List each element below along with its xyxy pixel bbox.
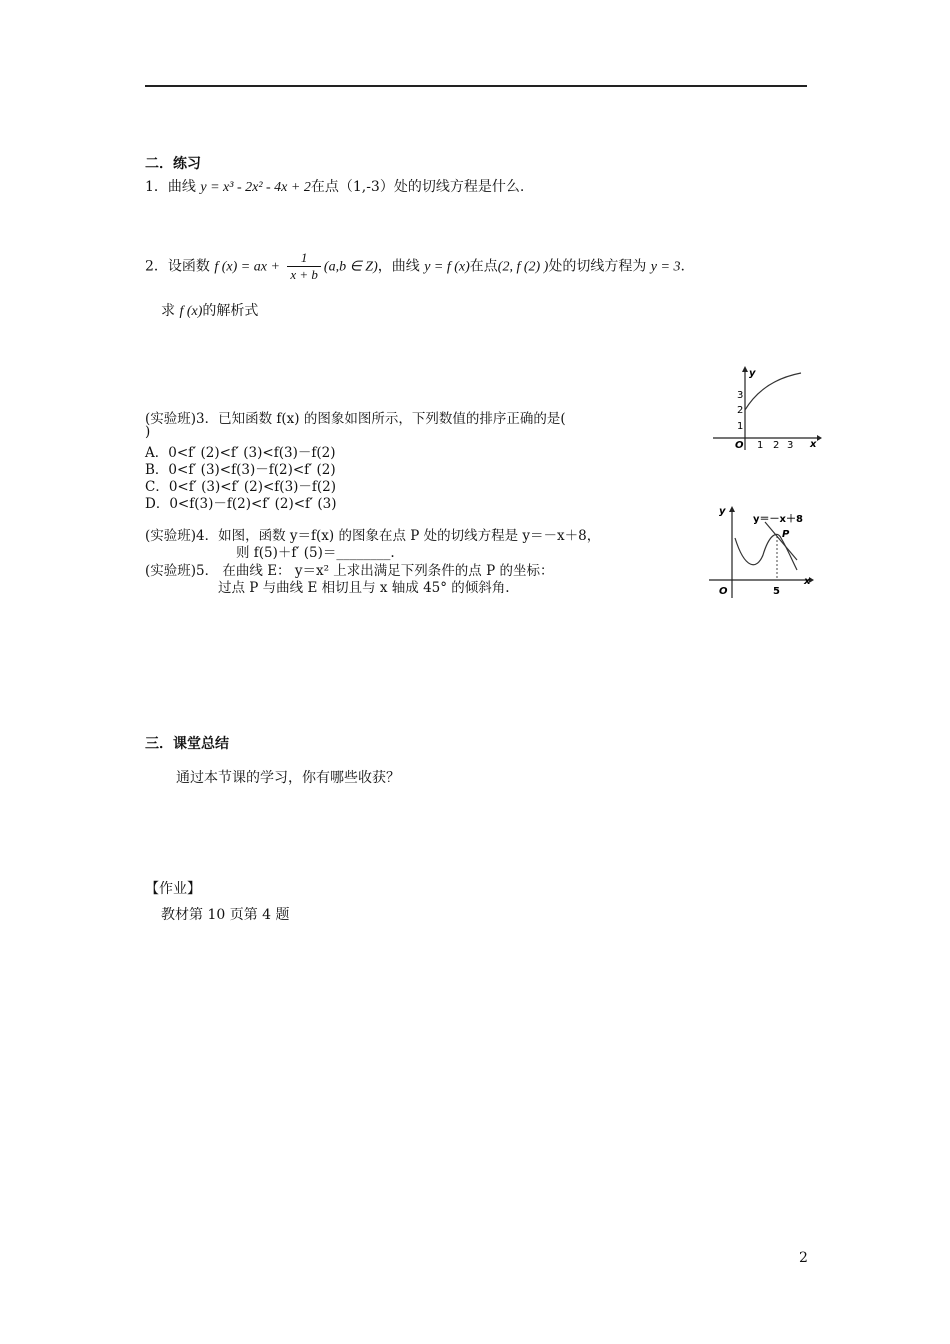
question-2-line-2 — [161, 300, 258, 320]
q1-post: 在点（1,-3）处的切线方程是什么. — [310, 179, 525, 195]
homework-text: 教材第 10 页第 4 题 — [161, 907, 290, 923]
graph-2-point-label: P — [782, 529, 790, 540]
section-2-title: 二．练习 — [145, 156, 201, 172]
question-1 — [145, 176, 524, 196]
homework-title: 【作业】 — [145, 881, 201, 897]
question-3-stem: (实验班)3．已知函数 f(x) 的图象如图所示，下列数值的排序正确的是( — [145, 411, 566, 427]
graph-1 — [705, 362, 825, 454]
graph-2-line-label: y＝－x＋8 — [753, 514, 803, 525]
q2-pre: 设函数 — [167, 258, 210, 275]
q2-mid: ，曲线 — [377, 258, 420, 275]
q2-at: 在点 — [469, 258, 498, 275]
q2-fraction-numerator: 1 — [287, 250, 321, 267]
question-4-line-1: (实验班)4．如图，函数 y＝f(x) 的图象在点 P 处的切线方程是 y＝－x＋8， — [145, 528, 601, 544]
q2-number: 2． — [145, 258, 168, 275]
q2-line2-fx: f (x) — [179, 304, 203, 319]
q2-fraction — [287, 250, 321, 283]
graph-2-origin: O — [719, 586, 728, 597]
graph-2 — [705, 500, 817, 600]
page-number: 2 — [799, 1250, 808, 1266]
q2-line2-post: 的解析式 — [202, 303, 259, 319]
option-a: A．0<f′ (2)<f′ (3)<f(3)－f(2) — [145, 445, 336, 461]
option-d: D．0<f(3)－f(2)<f′ (2)<f′ (3) — [145, 496, 337, 512]
question-4-line-2: 则 f(5)＋f′ (5)＝________. — [236, 545, 395, 561]
header-rule — [145, 85, 807, 87]
option-b: B．0<f′ (3)<f(3)－f(2)<f′ (2) — [145, 462, 336, 478]
question-3-stem-close: ) — [145, 424, 151, 440]
graph-1-x-tick-3: 3 — [787, 440, 794, 451]
section-3-title: 三．课堂总结 — [145, 736, 229, 752]
graph-2-x-label: x — [804, 576, 811, 587]
q1-pre: 曲线 — [167, 179, 196, 195]
graph-1-x-arrow — [817, 435, 822, 441]
q2-fraction-denominator: x + b — [290, 267, 318, 282]
graph-1-y-arrow — [742, 366, 748, 372]
question-5-line-1: (实验班)5． 在曲线 E： y＝x² 上求出满足下列条件的点 P 的坐标： — [145, 563, 554, 579]
q2-tail: 处的切线方程为 — [548, 258, 647, 275]
q2-condition: (a,b ∈ Z) — [323, 259, 378, 275]
graph-2-y-label: y — [719, 506, 726, 517]
graph-1-y-label: y — [749, 368, 756, 379]
q2-function: f (x) = ax + — [214, 259, 280, 275]
graph-1-origin: O — [735, 440, 744, 451]
q2-curve: y = f (x) — [424, 259, 470, 275]
graph-1-x-tick-2: 2 — [773, 440, 780, 451]
q2-line2-pre: 求 — [161, 303, 175, 319]
question-5-line-2: 过点 P 与曲线 E 相切且与 x 轴成 45° 的倾斜角. — [218, 580, 510, 596]
q2-tangent: y = 3 — [650, 259, 681, 275]
option-c: C．0<f′ (3)<f′ (2)<f(3)－f(2) — [145, 479, 337, 495]
section-3-text: 通过本节课的学习，你有哪些收获？ — [176, 770, 400, 786]
q1-formula: y = x³ - 2x² - 4x + 2 — [200, 180, 311, 195]
graph-1-y-tick-2: 2 — [737, 405, 744, 416]
q2-end: . — [680, 258, 685, 275]
graph-1-y-tick-1: 1 — [737, 421, 744, 432]
graph-2-x-tick-5: 5 — [773, 586, 780, 597]
graph-2-y-arrow — [729, 506, 735, 512]
graph-1-x-tick-1: 1 — [757, 440, 764, 451]
q1-number: 1． — [145, 179, 168, 195]
question-2 — [145, 250, 685, 283]
graph-1-y-tick-3: 3 — [737, 390, 744, 401]
graph-1-x-label: x — [810, 439, 817, 450]
q2-point: (2, f (2) ) — [497, 259, 549, 275]
graph-2-tangent-line — [765, 522, 797, 560]
